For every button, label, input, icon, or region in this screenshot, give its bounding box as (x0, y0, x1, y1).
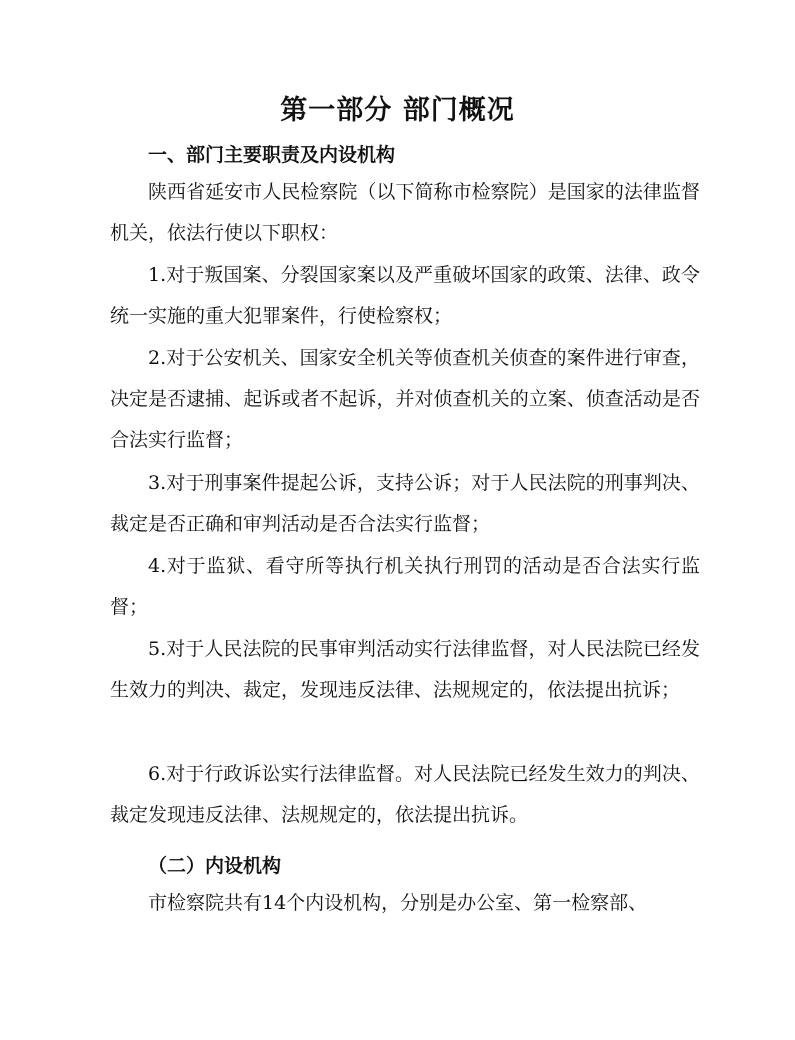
internal-structure-paragraph: 市检察院共有14个内设机构，分别是办公室、第一检察部、 (148, 892, 648, 914)
intro-paragraph: 陕西省延安市人民检察院（以下简称市检察院）是国家的法律监督机关，依法行使以下职权： (110, 181, 700, 244)
section-heading-internal-structure: （二）内设机构 (148, 855, 282, 877)
duty-item-5: 5.对于人民法院的民事审判活动实行法律监督，对人民法院已经发生效力的判决、裁定，发现违反法律、法规规定的，依法提出抗诉； (110, 638, 700, 701)
duty-item-4: 4.对于监狱、看守所等执行机关执行刑罚的活动是否合法实行监督； (110, 555, 700, 618)
duty-item-1: 1.对于叛国案、分裂国家案以及严重破坏国家的政策、法律、政令统一实施的重大犯罪案件，行使检察权； (110, 264, 700, 327)
page-title: 第一部分 部门概况 (280, 95, 515, 126)
duty-item-3: 3.对于刑事案件提起公诉，支持公诉；对于人民法院的刑事判决、裁定是否正确和审判活动是否合法实行监督； (110, 472, 700, 535)
section-heading-duties: 一、部门主要职责及内设机构 (148, 144, 396, 166)
duty-item-2: 2.对于公安机关、国家安全机关等侦查机关侦查的案件进行审查，决定是否逮捕、起诉或者不起诉，并对侦查机关的立案、侦查活动是否合法实行监督； (110, 347, 700, 451)
duty-item-6: 6.对于行政诉讼实行法律监督。对人民法院已经发生效力的判决、裁定发现违反法律、法规规定的，依法提出抗诉。 (110, 763, 700, 826)
